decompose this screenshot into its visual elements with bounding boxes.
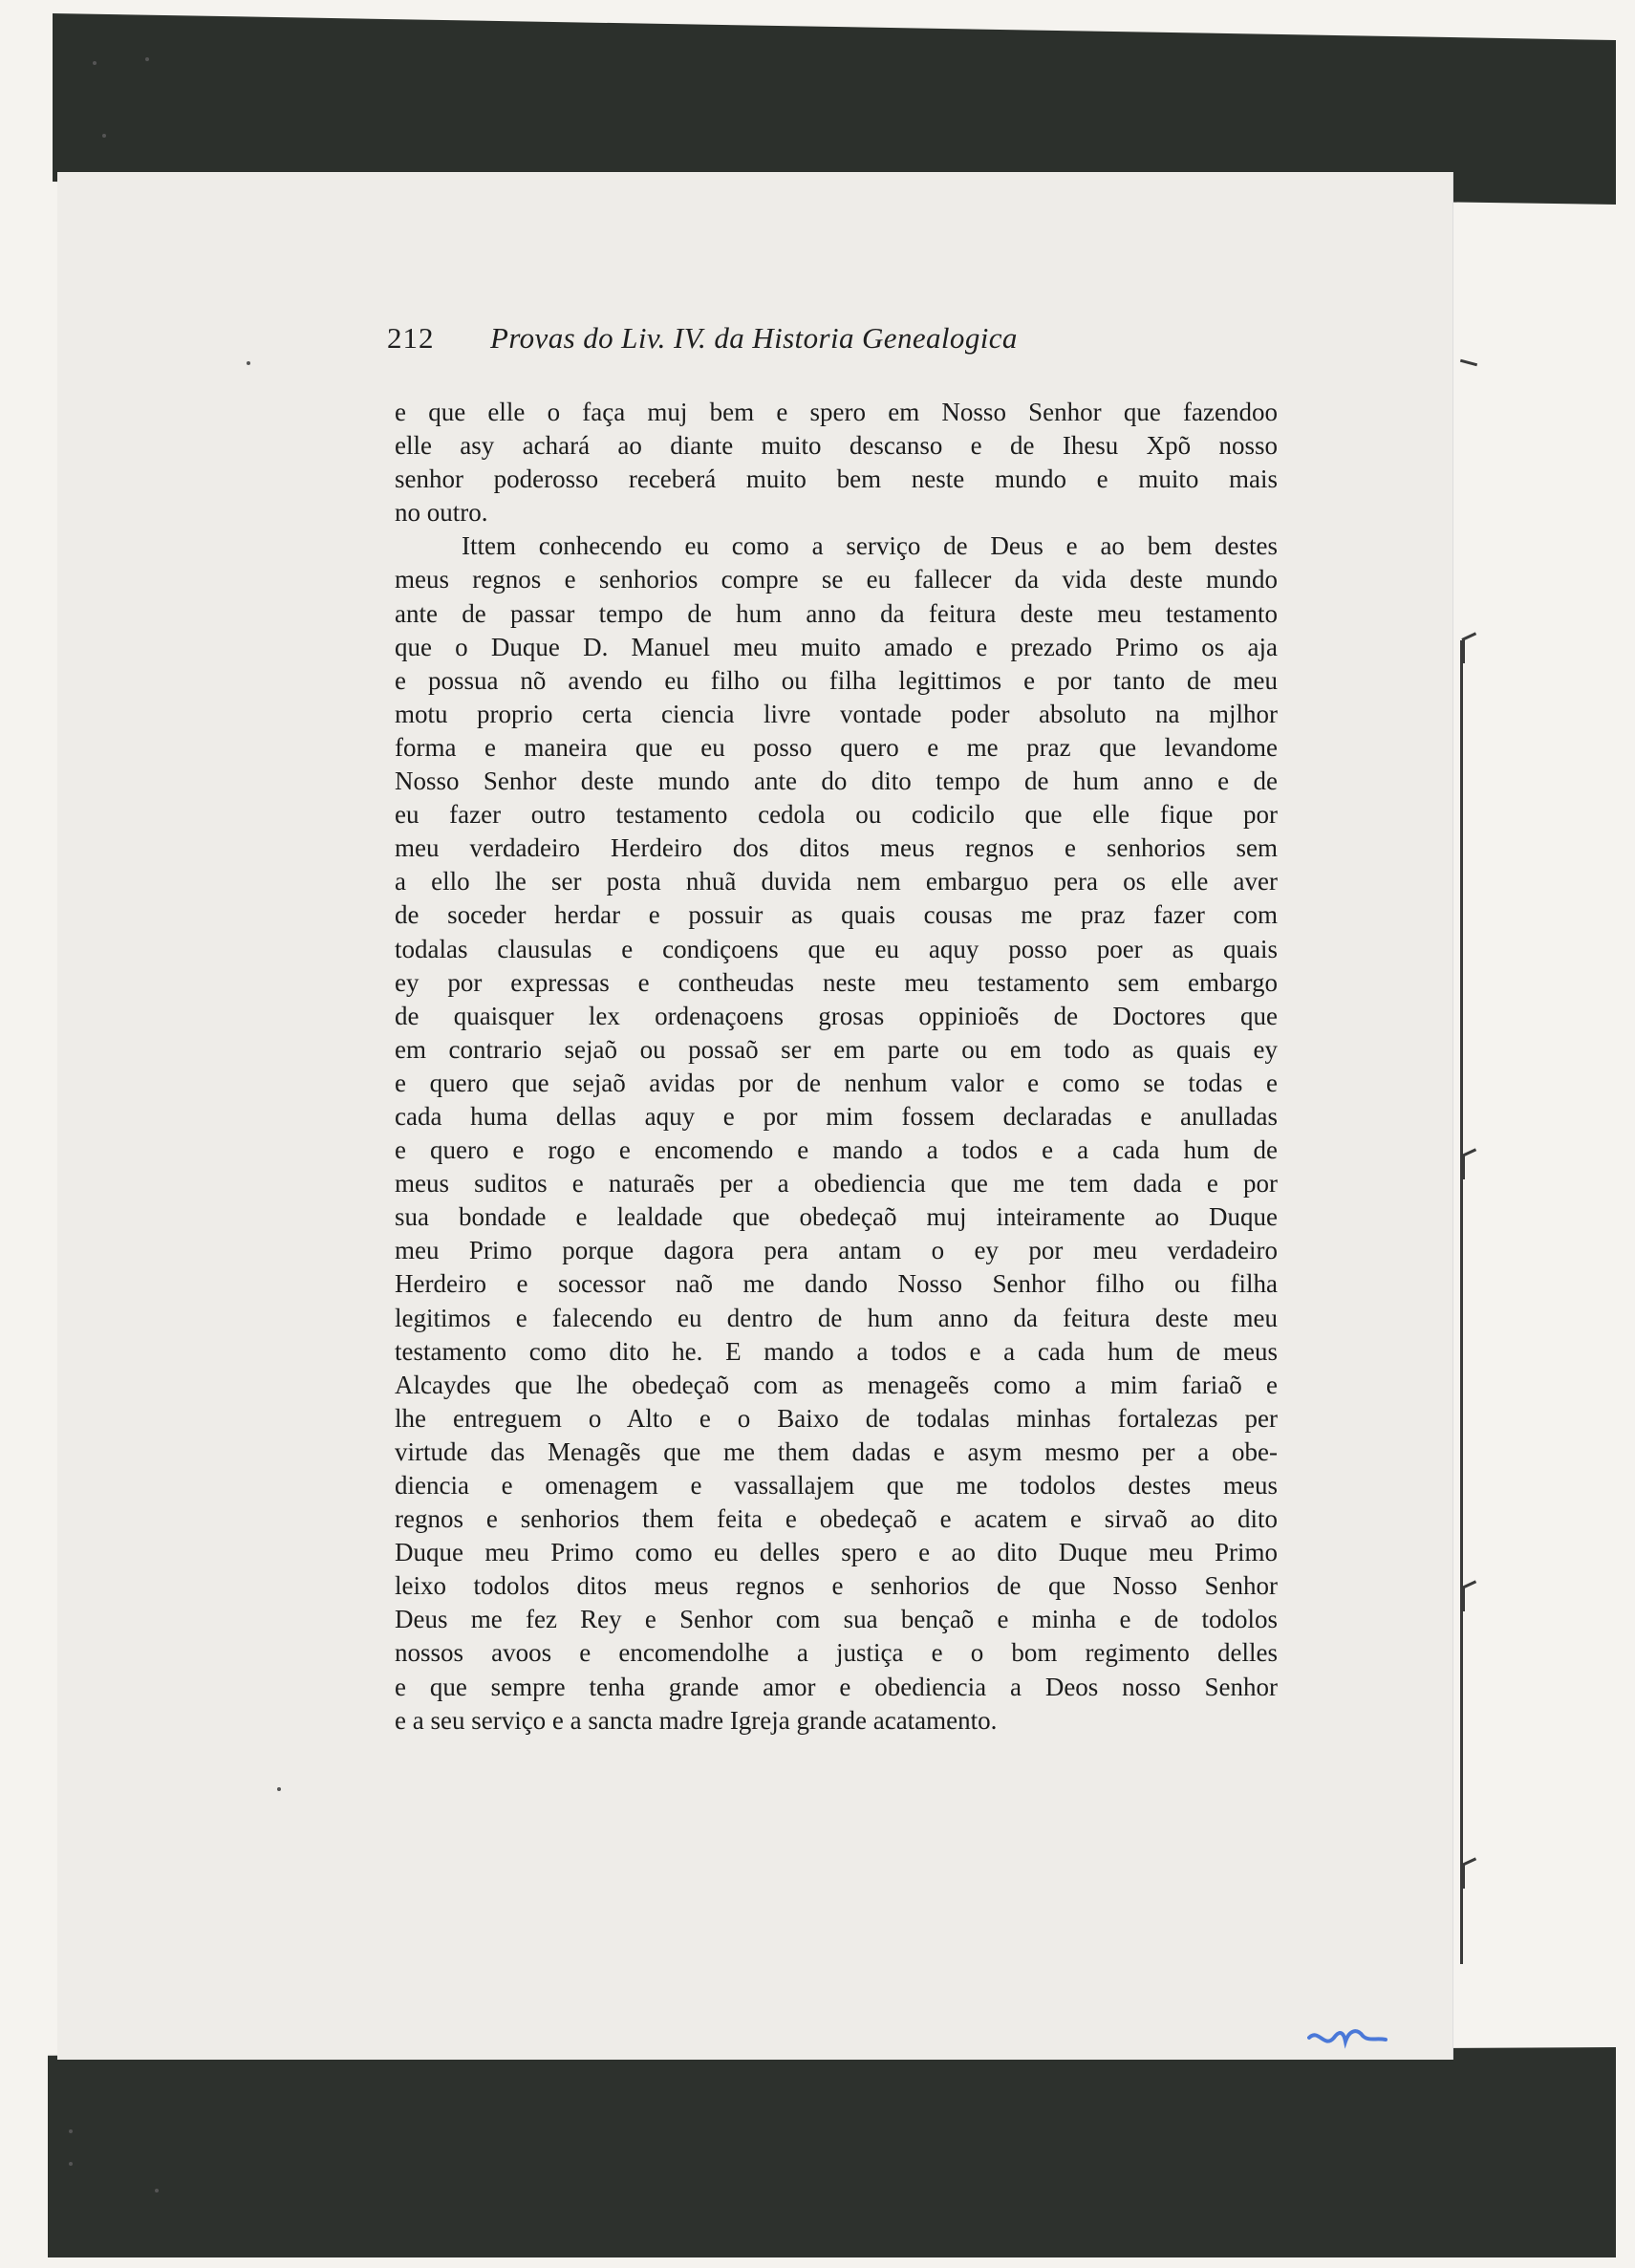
fold-tick <box>1462 1155 1482 1179</box>
speck <box>102 134 106 138</box>
running-head <box>387 321 1343 359</box>
text-line: testamento como dito he. E mando a todos e a cada hum de meus <box>395 1336 1278 1366</box>
fold-tick <box>1462 638 1482 663</box>
text-line: e que sempre tenha grande amor e obediencia a Deos nosso Senhor <box>395 1672 1278 1701</box>
text-line: Herdeiro e socessor naõ me dando Nosso Senhor filho ou filha <box>395 1269 1278 1299</box>
text-line: que o Duque D. Manuel meu muito amado e prezado Primo os aja <box>395 632 1278 661</box>
text-line: nossos avoos e encomendolhe a justiça e o bom regimento delles <box>395 1638 1278 1668</box>
text-line: e possua nõ avendo eu filho ou filha legittimos e por tanto de meu <box>395 665 1278 695</box>
speck <box>93 61 97 65</box>
text-line: e quero e rogo e encomendo e mando a todos e a cada hum de <box>395 1135 1278 1165</box>
bottom-dark-band <box>48 2047 1616 2257</box>
text-line: de quaisquer lex ordenaçoens grosas oppinioẽs de Doctores que <box>395 1001 1278 1030</box>
text-line: motu proprio certa ciencia livre vontade poder absoluto na mjlhor <box>395 699 1278 728</box>
text-line: e a seu serviço e a sancta madre Igreja grande acatamento. <box>395 1705 998 1735</box>
text-line: regnos e senhorios them feita e obedeçaõ e acatem e sirvaõ ao dito <box>395 1504 1278 1534</box>
text-line: no outro. <box>395 498 488 528</box>
text-line: ante de passar tempo de hum anno da feitura deste meu testamento <box>395 598 1278 628</box>
text-line: forma e maneira que eu posso quero e me praz que levandome <box>395 732 1278 762</box>
speck <box>247 361 250 365</box>
fold-tick <box>1462 1864 1482 1889</box>
text-line: legitimos e falecendo eu dentro de hum anno da feitura deste meu <box>395 1303 1278 1332</box>
text-line: e que elle o faça muj bem e spero em Nosso Senhor que fazendoo <box>395 398 1278 426</box>
text-line: lhe entreguem o Alto e o Baixo de todalas minhas fortalezas per <box>395 1403 1278 1433</box>
text-line: Nosso Senhor deste mundo ante do dito tempo de hum anno e de <box>395 767 1278 796</box>
text-line: a ello lhe ser posta nhuã duvida nem embarguo pera os elle aver <box>395 867 1278 896</box>
fold-tick <box>1462 1587 1482 1611</box>
text-line: meus suditos e naturaẽs per a obediencia que me tem dada e por <box>395 1169 1278 1199</box>
speck <box>277 1787 281 1791</box>
text-line: de soceder herdar e possuir as quais cousas me praz fazer com <box>395 900 1278 930</box>
text-line: senhor poderosso receberá muito bem neste mundo e muito mais <box>395 464 1278 494</box>
text-line: em contrario sejaõ ou possaõ ser em parte ou em todo as quais ey <box>395 1034 1278 1064</box>
speck <box>155 2189 159 2192</box>
text-line: Alcaydes que lhe obedeçaõ com as menageẽs como a mim fariaõ e <box>395 1370 1278 1399</box>
running-title: Provas do Liv. IV. da Historia Genealogica <box>490 321 1018 355</box>
body-text <box>395 396 1278 1738</box>
text-line: diencia e omenagem e vassallajem que me todolos destes meus <box>395 1471 1278 1500</box>
speck <box>69 2162 73 2166</box>
text-line: e quero que sejaõ avidas por de nenhum valor e como se todas e <box>395 1068 1278 1097</box>
pencil-mark-icon <box>1307 2024 1388 2051</box>
text-line: sua bondade e lealdade que obedeçaõ muj inteiramente ao Duque <box>395 1202 1278 1232</box>
text-line: todalas clausulas e condiçoens que eu aquy posso poer as quais <box>395 934 1278 963</box>
text-line: cada huma dellas aquy e por mim fossem declaradas e anulladas <box>395 1101 1278 1131</box>
text-line: Ittem conhecendo eu como a serviço de Deus e ao bem destes <box>462 531 1278 561</box>
page-number: 212 <box>387 321 435 355</box>
text-line: Duque meu Primo como eu delles spero e ao dito Duque meu Primo <box>395 1538 1278 1567</box>
speck <box>69 2129 73 2133</box>
fold-line <box>1460 640 1463 1964</box>
speck <box>145 57 149 61</box>
text-line: eu fazer outro testamento cedola ou codicilo que elle fique por <box>395 800 1278 830</box>
text-line: meus regnos e senhorios compre se eu fallecer da vida deste mundo <box>395 565 1278 594</box>
text-line: virtude das Menagẽs que me them dadas e asym mesmo per a obe- <box>395 1436 1278 1466</box>
text-line: meu Primo porque dagora pera antam o ey por meu verdadeiro <box>395 1236 1278 1265</box>
text-line: leixo todolos ditos meus regnos e senhorios de que Nosso Senhor <box>395 1571 1278 1601</box>
text-line: meu verdadeiro Herdeiro dos ditos meus regnos e senhorios sem <box>395 833 1278 863</box>
text-line: elle asy achará ao diante muito descanso e de Ihesu Xpõ nosso <box>395 431 1278 461</box>
text-line: Deus me fez Rey e Senhor com sua bençaõ e minha e de todolos <box>395 1605 1278 1634</box>
text-line: ey por expressas e contheudas neste meu testamento sem embargo <box>395 967 1278 997</box>
